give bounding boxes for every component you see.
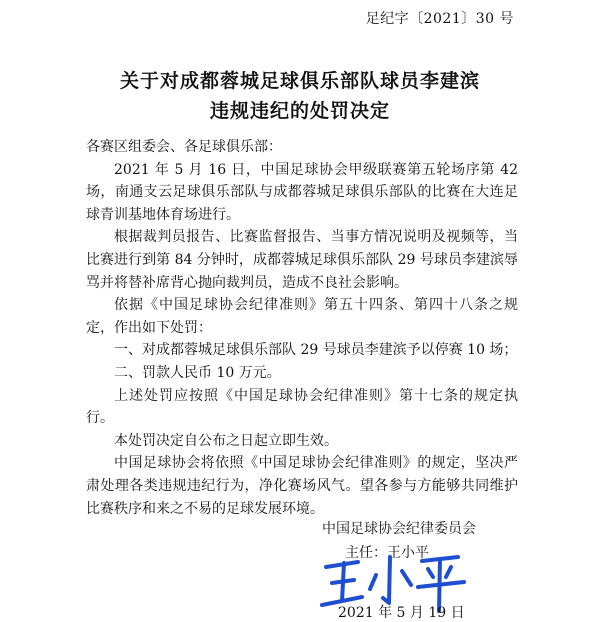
- paragraph-closing: 中国足球协会将依照《中国足球协会纪律准则》的规定，坚决严肃处理各类违规违纪行为，净化赛场风气。望各参与方能够共同维护比赛秩序和来之不易的足球发展环境。: [86, 455, 518, 517]
- paragraph-effective: 本处罚决定自公布之日起立即生效。: [114, 432, 338, 449]
- signing-date: 2021 年 5 月 19 日: [338, 605, 465, 621]
- title-line-1: 关于对成都蓉城足球俱乐部队球员李建滨: [119, 70, 480, 92]
- paragraph-execution: 上述处罚应按照《中国足球协会纪律准则》第十七条的规定执行。: [86, 387, 518, 427]
- paragraph-basis: 依据《中国足球协会纪律准则》第五十四条、第四十八条之规定，作出如下处罚：: [86, 297, 518, 336]
- document-body: [86, 136, 518, 520]
- penalty-suspension: 一、对成都蓉城足球俱乐部队 29 号球员李建滨予以停赛 10 场；: [114, 342, 518, 359]
- document-title: [0, 66, 600, 126]
- penalty-fine: 二、罚款人民币 10 万元。: [114, 364, 281, 381]
- chair-name: 主任：王小平: [345, 545, 429, 561]
- salutation: 各赛区组委会、各足球俱乐部：: [86, 139, 282, 155]
- committee-name: 中国足球协会纪律委员会: [322, 521, 476, 537]
- document-number: 足纪字〔2021〕30 号: [365, 11, 514, 27]
- paragraph-reports: 根据裁判员报告、比赛监督报告、当事方情况说明及视频等，当比赛进行到第 84 分钟时，成都蓉城足球俱乐部队 29 号球员李建滨辱骂并将替补席背心抛向裁判员，造成不良社会影响。: [86, 229, 518, 291]
- paragraph-incident: 2021 年 5 月 16 日，中国足球协会甲级联赛第五轮场序第 42 场，南通支云足球俱乐部队与成都蓉城足球俱乐部队的比赛在大连足球青训基地体育场进行。: [86, 161, 518, 223]
- title-line-2: 违规违纪的处罚决定: [209, 100, 390, 122]
